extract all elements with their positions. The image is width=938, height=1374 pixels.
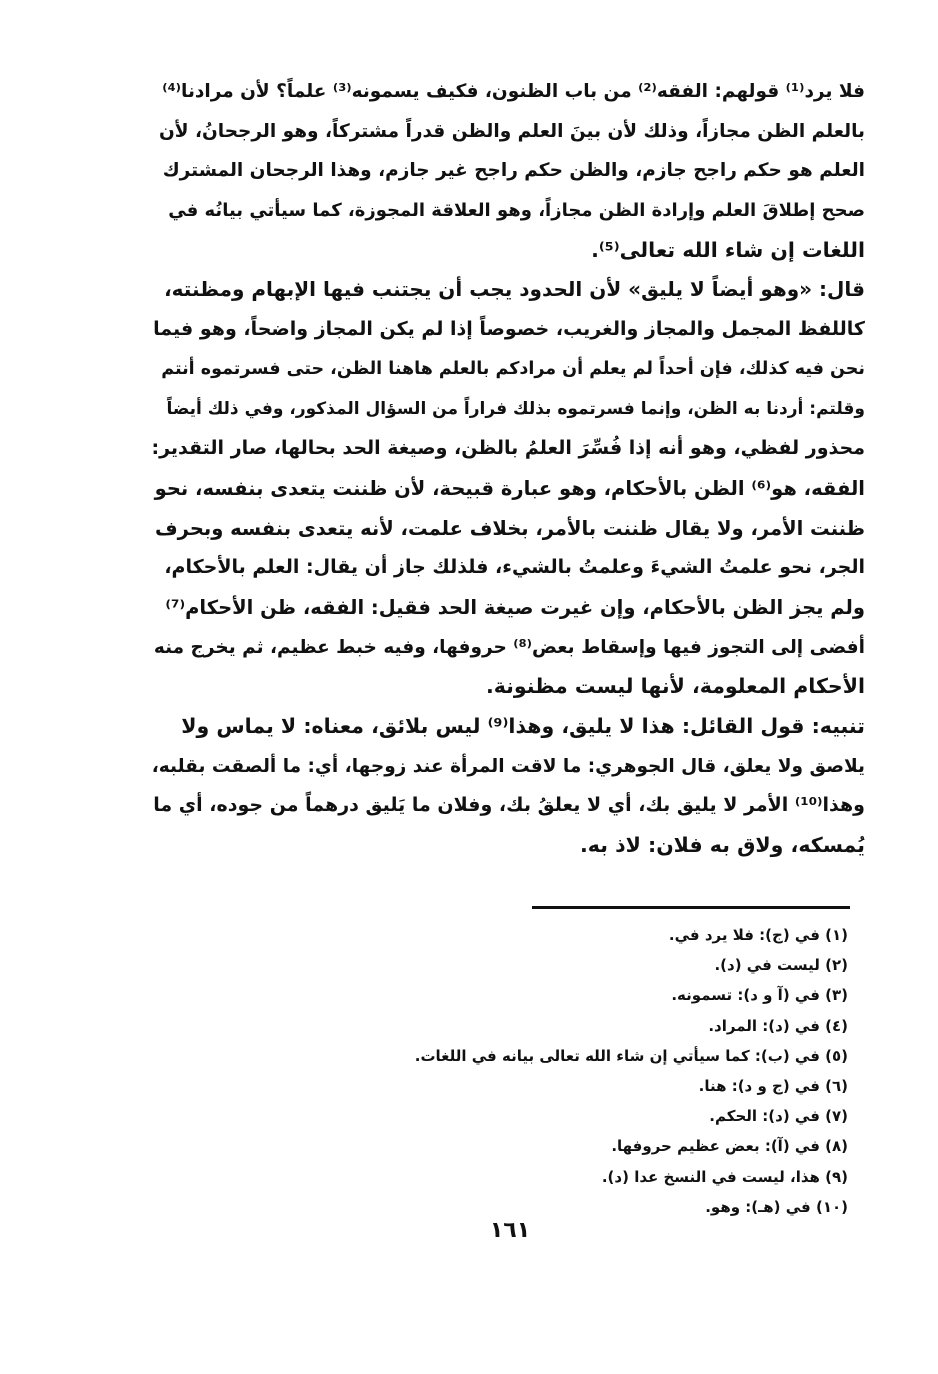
text-line: وهذا⁽¹⁰⁾ الأمر لا يليق بك، أي لا يعلقُ بك، وفلان ما يَليق درهماً من جوده، أي ما [153, 794, 865, 817]
text-line: ولم يجز الظن بالأحكام، وإن غيرت صيغة الحد فقيل: الفقه، ظن الأحكام⁽⁷⁾ [165, 595, 865, 619]
footnote: (٦) في (ج و د): هنا. [698, 1076, 848, 1095]
footnote: (١٠) في (هـ): وهو. [705, 1197, 848, 1216]
text-line: يُمسكه، ولاق به فلان: لاذ به. [580, 833, 865, 858]
footnote: (٩) هذا، ليست في النسخ عدا (د). [601, 1167, 848, 1186]
text-line: محذور لفظي، وهو أنه إذا فُسِّرَ العلمُ بالظن، وصيغة الحد بحالها، صار التقدير: [151, 437, 865, 460]
text-line: وقلتم: أردنا به الظن، وإنما فسرتموه بذلك فراراً من السؤال المذكور، وفي ذلك أيضاً [166, 398, 865, 419]
text-line: اللغات إن شاء الله تعالى⁽⁵⁾. [591, 237, 865, 262]
text-line: بالعلم الظن مجازاً، وذلك لأن بينَ العلم والظن قدراً مشتركاً، وهو الرجحانُ، لأن [158, 120, 865, 142]
text-line: صحح إطلاقَ العلم وإرادة الظن مجازاً، وهو العلاقة المجوزة، كما سيأتي بيانُه في [168, 200, 865, 222]
text-line: نحن فيه كذلك، فإن أحداً لم يعلم أن مرادكم بالعلم هاهنا الظن، حتى فسرتموه أنتم [161, 358, 865, 379]
text-line: الأحكام المعلومة، لأنها ليست مظنونة. [485, 674, 865, 699]
footnote-separator [532, 906, 850, 909]
footnote: (٣) في (آ و د): تسمونه. [671, 986, 848, 1005]
text-line: الفقه، هو⁽⁶⁾ الظن بالأحكام، وهو عبارة قبيحة، لأن ظننت يتعدى بنفسه، نحو [154, 476, 865, 500]
footnote: (٧) في (د): الحكم. [709, 1107, 848, 1126]
text-line: فلا يرد⁽¹⁾ قولهم: الفقه⁽²⁾ من باب الظنون، فكيف يسمونه⁽³⁾ علماً؟ لأن مرادنا⁽⁴⁾ [162, 81, 865, 102]
text-line: ظننت الأمر، ولا يقال ظننت بالأمر، بخلاف علمت، لأنه يتعدى بنفسه وبحرف [155, 516, 865, 540]
footnotes [380, 920, 848, 1222]
footnote: (٨) في (آ): بعض عظيم حروفها. [611, 1137, 848, 1156]
text-line: أفضى إلى التجوز فيها وإسقاط بعض⁽⁸⁾ حروفها، وفيه خبط عظيم، ثم يخرج منه [153, 636, 865, 658]
text-line: الجر، نحو علمتُ الشيءَ وعلمتُ بالشيء، فلذلك جاز أن يقال: العلم بالأحكام، [164, 556, 865, 579]
text-line: كاللفظ المجمل والمجاز والغريب، خصوصاً إذا لم يكن المجاز واضحاً، وهو فيما [153, 318, 865, 341]
page-number: ١٦١ [489, 1218, 531, 1243]
main-text [150, 72, 865, 866]
text-line: قال: «وهو أيضاً لا يليق» لأن الحدود يجب أن يجتنب فيها الإبهام ومظنته، [164, 277, 865, 302]
footnote: (٤) في (د): المراد. [708, 1016, 848, 1035]
footnote: (١) في (ج): فلا يرد في. [668, 926, 848, 944]
text-line: يلاصق ولا يعلق، قال الجوهري: ما لاقت المرأة عند زوجها، أي: ما ألصقت بقلبه، [151, 755, 865, 777]
text-line: تنبيه: قول القائل: هذا لا يليق، وهذا⁽⁹⁾ ليس بلائق، معناه: لا يماس ولا [181, 714, 865, 738]
text-line: العلم هو حكم راجح جازم، والظن حكم راجح غير جازم، وهذا الرجحان المشترك [162, 160, 865, 182]
footnote: (٥) في (ب): كما سيأتي إن شاء الله تعالى بيانه في اللغات. [414, 1046, 848, 1065]
footnote: (٢) ليست في (د). [714, 956, 848, 975]
